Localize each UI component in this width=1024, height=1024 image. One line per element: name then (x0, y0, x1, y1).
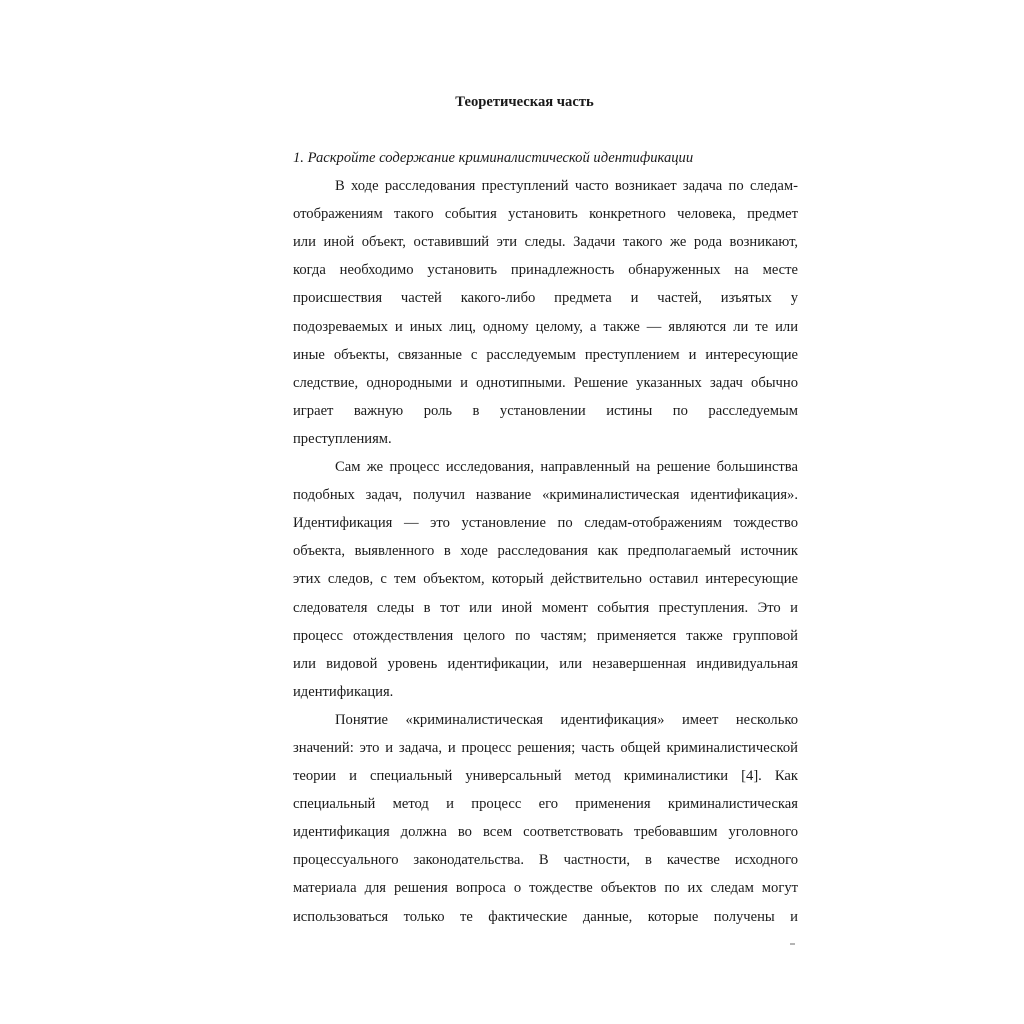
text-line: Понятие «криминалистическая идентификация» имеет несколько (335, 711, 798, 728)
text-line: Идентификация — это установление по следам-отображениям тождество (293, 515, 798, 532)
text-line: процессуального законодательства. В частности, в качестве исходного (293, 852, 798, 869)
text-line: играет важную роль в установлении истины по расследуемым (293, 402, 798, 419)
stray-mark (790, 943, 795, 945)
text-line: теории и специальный универсальный метод криминалистики [4]. Как (293, 768, 798, 785)
text-line: материала для решения вопроса о тождестве объектов по их следам могут (293, 880, 798, 897)
text-line: специальный метод и процесс его применения криминалистическая (293, 796, 798, 813)
text-line: преступлениям. (293, 430, 392, 447)
text-line: или иной объект, оставивший эти следы. Задачи такого же рода возникают, (293, 234, 798, 251)
text-line: следователя следы в тот или иной момент события преступления. Это и (293, 599, 798, 616)
text-line: использоваться только те фактические данные, которые получены и (293, 908, 798, 925)
text-line: или видовой уровень идентификации, или незавершенная индивидуальная (293, 655, 798, 672)
text-line: В ходе расследования преступлений часто возникает задача по следам- (335, 178, 798, 195)
text-line: подозреваемых и иных лиц, одному целому, а также — являются ли те или (293, 318, 798, 335)
section-title: Теоретическая часть (455, 94, 594, 110)
text-line: иные объекты, связанные с расследуемым преступлением и интересующие (293, 346, 798, 363)
text-line: Сам же процесс исследования, направленный на решение большинства (335, 459, 798, 476)
text-line: объекта, выявленного в ходе расследования как предполагаемый источник (293, 543, 798, 560)
text-line: идентификация должна во всем соответствовать требовавшим уголовного (293, 824, 798, 841)
text-line: отображениям такого события установить конкретного человека, предмет (293, 206, 798, 223)
text-line: этих следов, с тем объектом, который действительно оставил интересующие (293, 571, 798, 588)
text-line: следствие, однородными и однотипными. Решение указанных задач обычно (293, 374, 798, 391)
paragraph-1 (251, 172, 798, 453)
paragraph-3 (251, 706, 798, 931)
question-heading: 1. Раскройте содержание криминалистической идентификации (293, 150, 694, 166)
document-page (251, 88, 798, 931)
text-line: процесс отождествления целого по частям; применяется также групповой (293, 627, 798, 644)
spacer (251, 116, 798, 144)
text-line: происшествия частей какого-либо предмета и частей, изъятых у (293, 290, 798, 307)
text-line: значений: это и задача, и процесс решения; часть общей криминалистической (293, 739, 798, 756)
text-line: когда необходимо установить принадлежность обнаруженных на месте (293, 262, 798, 279)
text-line: подобных задач, получил название «криминалистическая идентификация». (293, 487, 798, 504)
paragraph-2 (251, 453, 798, 706)
text-line: идентификация. (293, 683, 394, 700)
